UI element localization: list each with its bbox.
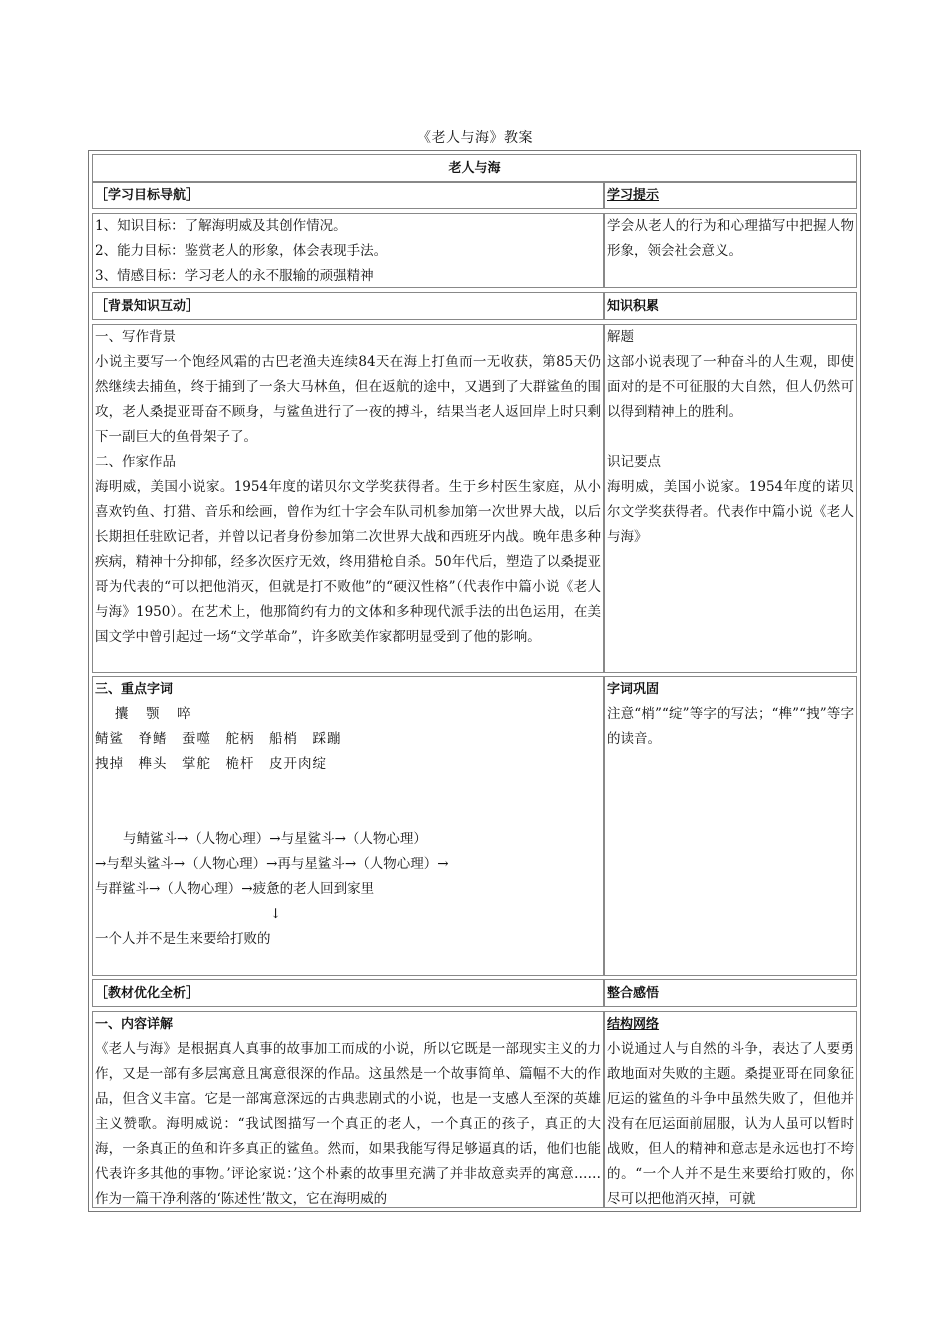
table-title: 老人与海 — [92, 154, 857, 182]
synthesis-header: 整合感悟 — [604, 979, 857, 1007]
structure-content — [604, 1011, 857, 1208]
structure-network-text: 小说通过人与自然的斗争，表达了人要勇敢地面对失败的主题。桑提亚哥在同象征厄运的鲨鱼的斗争中虽然失败了，但他并没有在厄运面前屈服，认为人虽可以暂时战败，但人的精神和意志是永远也打不垮的。“一个人并不是生来要给打败的，你尽可以把他消灭掉，可就 — [607, 1041, 854, 1207]
key-words-content — [92, 676, 604, 976]
goal-item: 1、知识目标：了解海明威及其创作情况。 — [95, 218, 347, 234]
background-content — [92, 324, 604, 673]
jieti-title: 解题 — [607, 329, 634, 345]
goals-header: ［学习目标导航］ — [92, 182, 604, 209]
plot-flow-line: →与犁头鲨斗→（人物心理）→再与星鲨斗→（人物心理）→ — [95, 856, 449, 872]
section-title: 二、作家作品 — [95, 454, 176, 470]
jieti-text: 这部小说表现了一种奋斗的人生观，即使面对的是不可征服的大自然，但人仍然可以得到精神上的胜利。 — [607, 354, 854, 420]
shiji-title: 识记要点 — [607, 454, 661, 470]
study-tips-header: 学习提示 — [604, 182, 857, 209]
shiji-text: 海明威，美国小说家。1954年度的诺贝尔文学奖获得者。代表作中篇小说《老人与海》 — [607, 479, 854, 545]
section-title: 一、写作背景 — [95, 329, 176, 345]
key-words-header: 三、重点字词 — [95, 682, 174, 697]
word-row: 攮 颚 啐 — [115, 706, 193, 722]
author-works-text: 海明威，美国小说家。1954年度的诺贝尔文学奖获得者。生于乡村医生家庭，从小喜欢钓鱼、打猎、音乐和绘画，曾作为红十字会车队司机参加第一次世界大战，以后长期担任驻欧记者，并曾以记者身份参加第二次世界大战和西班牙内战。晚年患多种疾病，精神十分抑郁，经多次医疗无效，终用猎枪自杀。50年代后，塑造了以桑提亚哥为代表的“可以把他消灭，但就是打不败他”的“硬汉性格”（代表作中篇小说《老人与海》1950）。在艺术上，他那简约有力的文体和多种现代派手法的出色运用，在美国文学中曾引起过一场“文学革命”，许多欧美作家都明显受到了他的影响。 — [95, 479, 601, 645]
analysis-header: ［教材优化全析］ — [92, 979, 604, 1007]
word-row: 拽掉 榫头 掌舵 桅杆 皮开肉绽 — [95, 756, 327, 772]
knowledge-content — [604, 324, 857, 673]
word-review-header: 字词巩固 — [607, 682, 660, 697]
word-review-text: 注意“梢”“绽”等字的写法；“榫”“拽”等字的读音。 — [607, 706, 854, 747]
analysis-content — [92, 1011, 604, 1208]
content-detail-title: 一、内容详解 — [95, 1017, 174, 1032]
lesson-table — [88, 150, 861, 1212]
structure-network-title: 结构网络 — [607, 1017, 660, 1032]
word-row: 鲭鲨 脊鳍 蚕噬 舵柄 船梢 踩蹦 — [95, 731, 342, 747]
goal-item: 3、情感目标：学习老人的永不服输的顽强精神 — [95, 268, 374, 284]
plot-flow-end: 一个人并不是生来要给打败的 — [95, 931, 271, 947]
goals-list — [92, 213, 604, 288]
down-arrow-icon: ↓ — [270, 906, 282, 922]
background-header: ［背景知识互动］ — [92, 292, 604, 320]
writing-background-text: 小说主要写一个饱经风霜的古巴老渔夫连续84天在海上打鱼而一无收获，第85天仍然继续去捕鱼，终于捕到了一条大马林鱼，但在返航的途中，又遇到了大群鲨鱼的围攻，老人桑提亚哥奋不顾身，与鲨鱼进行了一夜的搏斗，结果当老人返回岸上时只剩下一副巨大的鱼骨架子了。 — [95, 354, 601, 445]
content-detail-text: 《老人与海》是根据真人真事的故事加工而成的小说，所以它既是一部现实主义的力作，又是一部有多层寓意且寓意很深的作品。这虽然是一个故事简单、篇幅不大的作品，但含义丰富。它是一部寓意深远的古典悲剧式的小说，也是一支感人至深的英雄主义赞歌。海明威说：“我试图描写一个真正的老人，一个真正的孩子，真正的大海，一条真正的鱼和许多真正的鲨鱼。然而，如果我能写得足够逼真的话，他们也能代表许多其他的事物。’评论家说：’这个朴素的故事里充满了并非故意卖弄的寓意……作为一篇干净利落的‘陈述性’散文，它在海明威的 — [95, 1041, 601, 1207]
knowledge-header: 知识积累 — [604, 292, 857, 320]
word-review-content — [604, 676, 857, 976]
goal-item: 2、能力目标：鉴赏老人的形象，体会表现手法。 — [95, 243, 388, 259]
plot-flow-line: 与群鲨斗→（人物心理）→疲惫的老人回到家里 — [95, 881, 375, 897]
document-title: 《老人与海》教案 — [417, 130, 533, 146]
plot-flow-line: 与鲭鲨斗→（人物心理）→与星鲨斗→（人物心理） — [123, 831, 427, 847]
study-tips-text: 学会从老人的行为和心理描写中把握人物形象，领会社会意义。 — [604, 213, 857, 288]
